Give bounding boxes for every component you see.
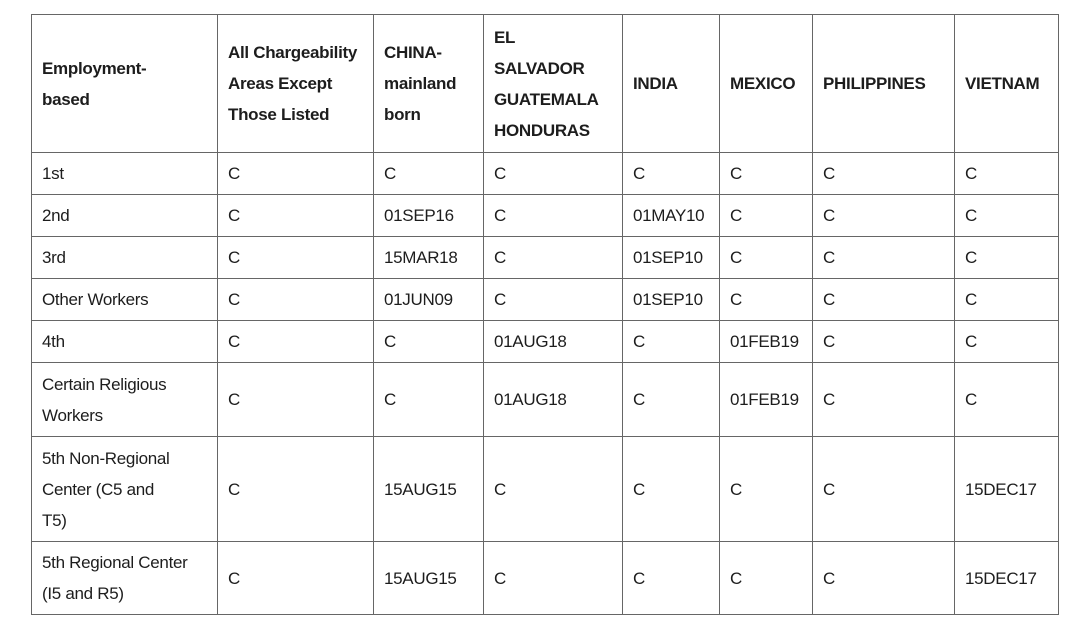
cell: C (720, 542, 813, 615)
cell: C (720, 279, 813, 321)
cell: C (623, 542, 720, 615)
cell: C (813, 195, 955, 237)
cell: C (484, 237, 623, 279)
cell: 15MAR18 (374, 237, 484, 279)
cell: C (955, 363, 1059, 437)
cell: 01SEP10 (623, 237, 720, 279)
cell: C (623, 321, 720, 363)
column-header-label: INDIA (633, 74, 678, 93)
cell: C (955, 279, 1059, 321)
column-header-all-chargeability (218, 15, 374, 153)
column-header-mexico (720, 15, 813, 153)
cell: C (484, 195, 623, 237)
cell: C (218, 542, 374, 615)
table-row-5th-non-regional-center (32, 437, 1059, 542)
row-label: Other Workers (32, 279, 218, 321)
column-header-label: CHINA-mainland born (384, 43, 457, 124)
column-header-label: All Chargeability Areas Except Those Listed (228, 43, 358, 124)
cell: C (484, 437, 623, 542)
table-row-3rd (32, 237, 1059, 279)
column-header-label: VIETNAM (965, 74, 1040, 93)
cell: C (218, 153, 374, 195)
cell: C (484, 542, 623, 615)
cell: C (218, 195, 374, 237)
cell: C (813, 437, 955, 542)
header-row (32, 15, 1059, 153)
cell: C (218, 363, 374, 437)
cell: C (813, 153, 955, 195)
cell: C (955, 237, 1059, 279)
row-label (32, 437, 218, 542)
cell: 01AUG18 (484, 321, 623, 363)
table-row-2nd (32, 195, 1059, 237)
cell: 01SEP16 (374, 195, 484, 237)
row-label-text: 5th Non-Regional Center (C5 and T5) (42, 448, 170, 530)
cell: C (813, 542, 955, 615)
cell: 01MAY10 (623, 195, 720, 237)
column-header-label: PHILIPPINES (823, 74, 926, 93)
cell: C (955, 153, 1059, 195)
cell: C (623, 363, 720, 437)
cell: C (374, 363, 484, 437)
cell: 15AUG15 (374, 542, 484, 615)
cell: C (720, 437, 813, 542)
column-header-label: EL SALVADOR GUATEMALA HONDURAS (494, 27, 599, 140)
column-header-label: MEXICO (730, 74, 796, 93)
cell: C (218, 237, 374, 279)
cell: C (218, 321, 374, 363)
cell: 01FEB19 (720, 321, 813, 363)
cell: C (484, 279, 623, 321)
cell: C (813, 321, 955, 363)
cell: 15DEC17 (955, 542, 1059, 615)
cell: C (623, 153, 720, 195)
row-label: Certain Religious Workers (32, 363, 218, 437)
cell: 01FEB19 (720, 363, 813, 437)
cell: C (813, 237, 955, 279)
table-row-certain-religious-workers (32, 363, 1059, 437)
cell: C (955, 195, 1059, 237)
cell: C (218, 279, 374, 321)
column-header-label: Employment-based (42, 58, 147, 109)
table-row-5th-regional-center (32, 542, 1059, 615)
cell: C (374, 153, 484, 195)
column-header-vietnam (955, 15, 1059, 153)
cell: 01AUG18 (484, 363, 623, 437)
row-label: 3rd (32, 237, 218, 279)
cell: C (484, 153, 623, 195)
cell: 01SEP10 (623, 279, 720, 321)
cell: 15AUG15 (374, 437, 484, 542)
table-row-1st (32, 153, 1059, 195)
cell: C (955, 321, 1059, 363)
cell: C (374, 321, 484, 363)
column-header-employment-based (32, 15, 218, 153)
table-row-other-workers (32, 279, 1059, 321)
column-header-philippines (813, 15, 955, 153)
cell: C (813, 363, 955, 437)
column-header-india (623, 15, 720, 153)
column-header-china (374, 15, 484, 153)
cell: 15DEC17 (955, 437, 1059, 542)
cell: C (720, 237, 813, 279)
table-row-4th (32, 321, 1059, 363)
row-label: 1st (32, 153, 218, 195)
row-label: 2nd (32, 195, 218, 237)
cell: C (623, 437, 720, 542)
employment-based-visa-table (31, 14, 1059, 615)
row-label: 4th (32, 321, 218, 363)
cell: C (720, 195, 813, 237)
row-label: 5th Regional Center (I5 and R5) (32, 542, 218, 615)
cell: C (813, 279, 955, 321)
cell: C (218, 437, 374, 542)
column-header-el-salvador-guatemala-honduras (484, 15, 623, 153)
cell: C (720, 153, 813, 195)
cell: 01JUN09 (374, 279, 484, 321)
